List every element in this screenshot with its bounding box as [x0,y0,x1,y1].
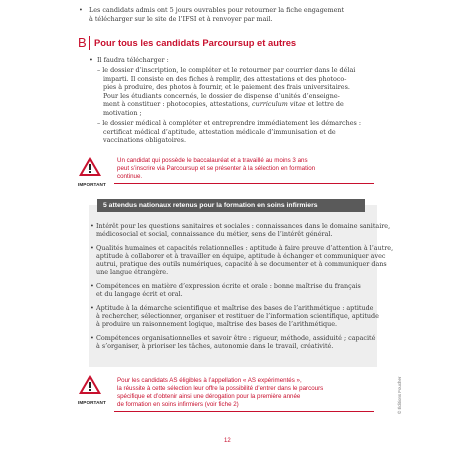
warning-icon [78,374,102,395]
attendus-item-3-line-2: et du langage écrit et oral. [96,290,183,298]
attendus-item-1-line-2: médicosocial et social, connaissance du métier, sens de l’intérêt général. [96,230,333,238]
section-b-title: Pour tous les candidats Parcoursup et autres [94,37,297,48]
item2-line-2: certificat médical d’aptitude, attestation médicale d’immunisation et de [103,127,336,136]
important-callout-2 [78,374,108,405]
attendus-item-4-line-3: à produire un raisonnement logique, maîtrise des bases de l’arithmétique. [96,320,338,328]
attendus-bullet-2: • [90,244,94,252]
warning-icon [78,156,102,177]
important-2-line-2: la réussite à cette sélection leur offre la possibilité d’entrer dans le parcours [117,385,324,392]
important-1-line-3: continue. [117,173,143,180]
attendus-title: 5 attendus nationaux retenus pour la formation en soins infirmiers [103,201,318,209]
section-b-intro: Il faudra télécharger : [97,56,169,64]
page-number: 12 [224,438,231,444]
attendus-bullet-4: • [90,304,94,312]
attendus-item-1-line-1: Intérêt pour les questions sanitaires et sociales : connaissances dans le domaine sanitaire, [96,222,391,230]
attendus-item-5-line-2: à s’organiser, à prioriser les tâches, autonomie dans le travail, créativité. [96,342,334,350]
section-b-letter: B [78,35,87,50]
important-2-line-1: Pour les candidats AS éligibles à l’appellation « AS expérimentés », [117,377,302,384]
copyright: © Éditions Foucher [397,376,402,414]
attendus-item-2-line-1: Qualités humaines et capacités relationnelles : aptitude à faire preuve d’attention à l’autre, [96,244,394,252]
attendus-bullet-3: • [90,282,94,290]
item1-line-5c: et lettre de [307,100,344,108]
attendus-bullet-1: • [90,222,94,230]
top-bullet: • [79,6,83,14]
attendus-item-4-line-2: à rechercher, sélectionner, organiser et restituer de l’information scientifique, aptitude [96,312,379,320]
important-2-line-3: spécifique et d’obtenir ainsi une dérogation pour la première année [117,393,301,400]
top-line-1: Les candidats admis ont 5 jours ouvrables pour retourner la fiche engagement [89,6,345,14]
intro-bullet: • [89,56,93,64]
item1-cv: curriculum vitae [252,100,306,108]
important-2-rule [114,411,374,412]
item1-line-3: pies à produire, des photos à fournir, et le paiement des frais universitaires. [103,83,350,91]
important-2-line-4: de formation en soins infirmiers (voir fiche 2) [117,401,239,408]
attendus-item-2-line-3: autrui, pratique des outils numériques, capacité à se documenter et à communiquer dans [96,260,387,268]
item1-line-5 [103,100,344,108]
attendus-item-5-line-1: Compétences organisationnelles et savoir être : rigueur, méthode, assiduité ; capacité [96,334,376,342]
item1-line-4: Pour les étudiants concernés, le dossier de dispense d’unités d’enseigne- [103,91,340,100]
important-1-line-2: peut s’inscrire via Parcoursup et se présenter à la sélection en formation [117,165,316,172]
item1-line-5a: ment à constituer : photocopies, attestations, [103,100,250,108]
important-callout-1 [78,156,108,187]
item1-line-1: – le dossier d’inscription, le compléter et le retourner par courrier dans le délai [97,66,356,74]
attendus-item-2-line-4: une langue étrangère. [96,268,169,276]
item1-line-6: motivation ; [103,108,142,117]
attendus-item-3-line-1: Compétences en matière d’expression écrite et orale : bonne maîtrise du français [96,282,361,290]
important-1-line-1: Un candidat qui possède le baccalauréat et a travaillé au moins 3 ans [117,157,308,164]
attendus-bullet-5: • [90,334,94,342]
attendus-item-2-line-2: aptitude à collaborer et à travailler en équipe, aptitude à échanger et communiquer avec [96,252,386,260]
item2-line-1: – le dossier médical à compléter et entreprendre immédiatement les démarches : [97,119,361,127]
attendus-item-4-line-1: Aptitude à la démarche scientifique et maîtrise des bases de l’arithmétique : aptitude [96,304,374,312]
important-label-1: IMPORTANT [78,182,106,187]
section-b-divider [89,36,90,50]
important-label-2: IMPORTANT [78,400,106,405]
item2-line-3: vaccinations obligatoires. [103,136,186,144]
item1-line-2: imparti. Il consiste en des fiches à remplir, des attestations et des photoco- [103,74,347,83]
important-1-rule [114,183,374,184]
top-line-2: à télécharger sur le site de l’IFSI et à renvoyer par mail. [89,14,273,23]
